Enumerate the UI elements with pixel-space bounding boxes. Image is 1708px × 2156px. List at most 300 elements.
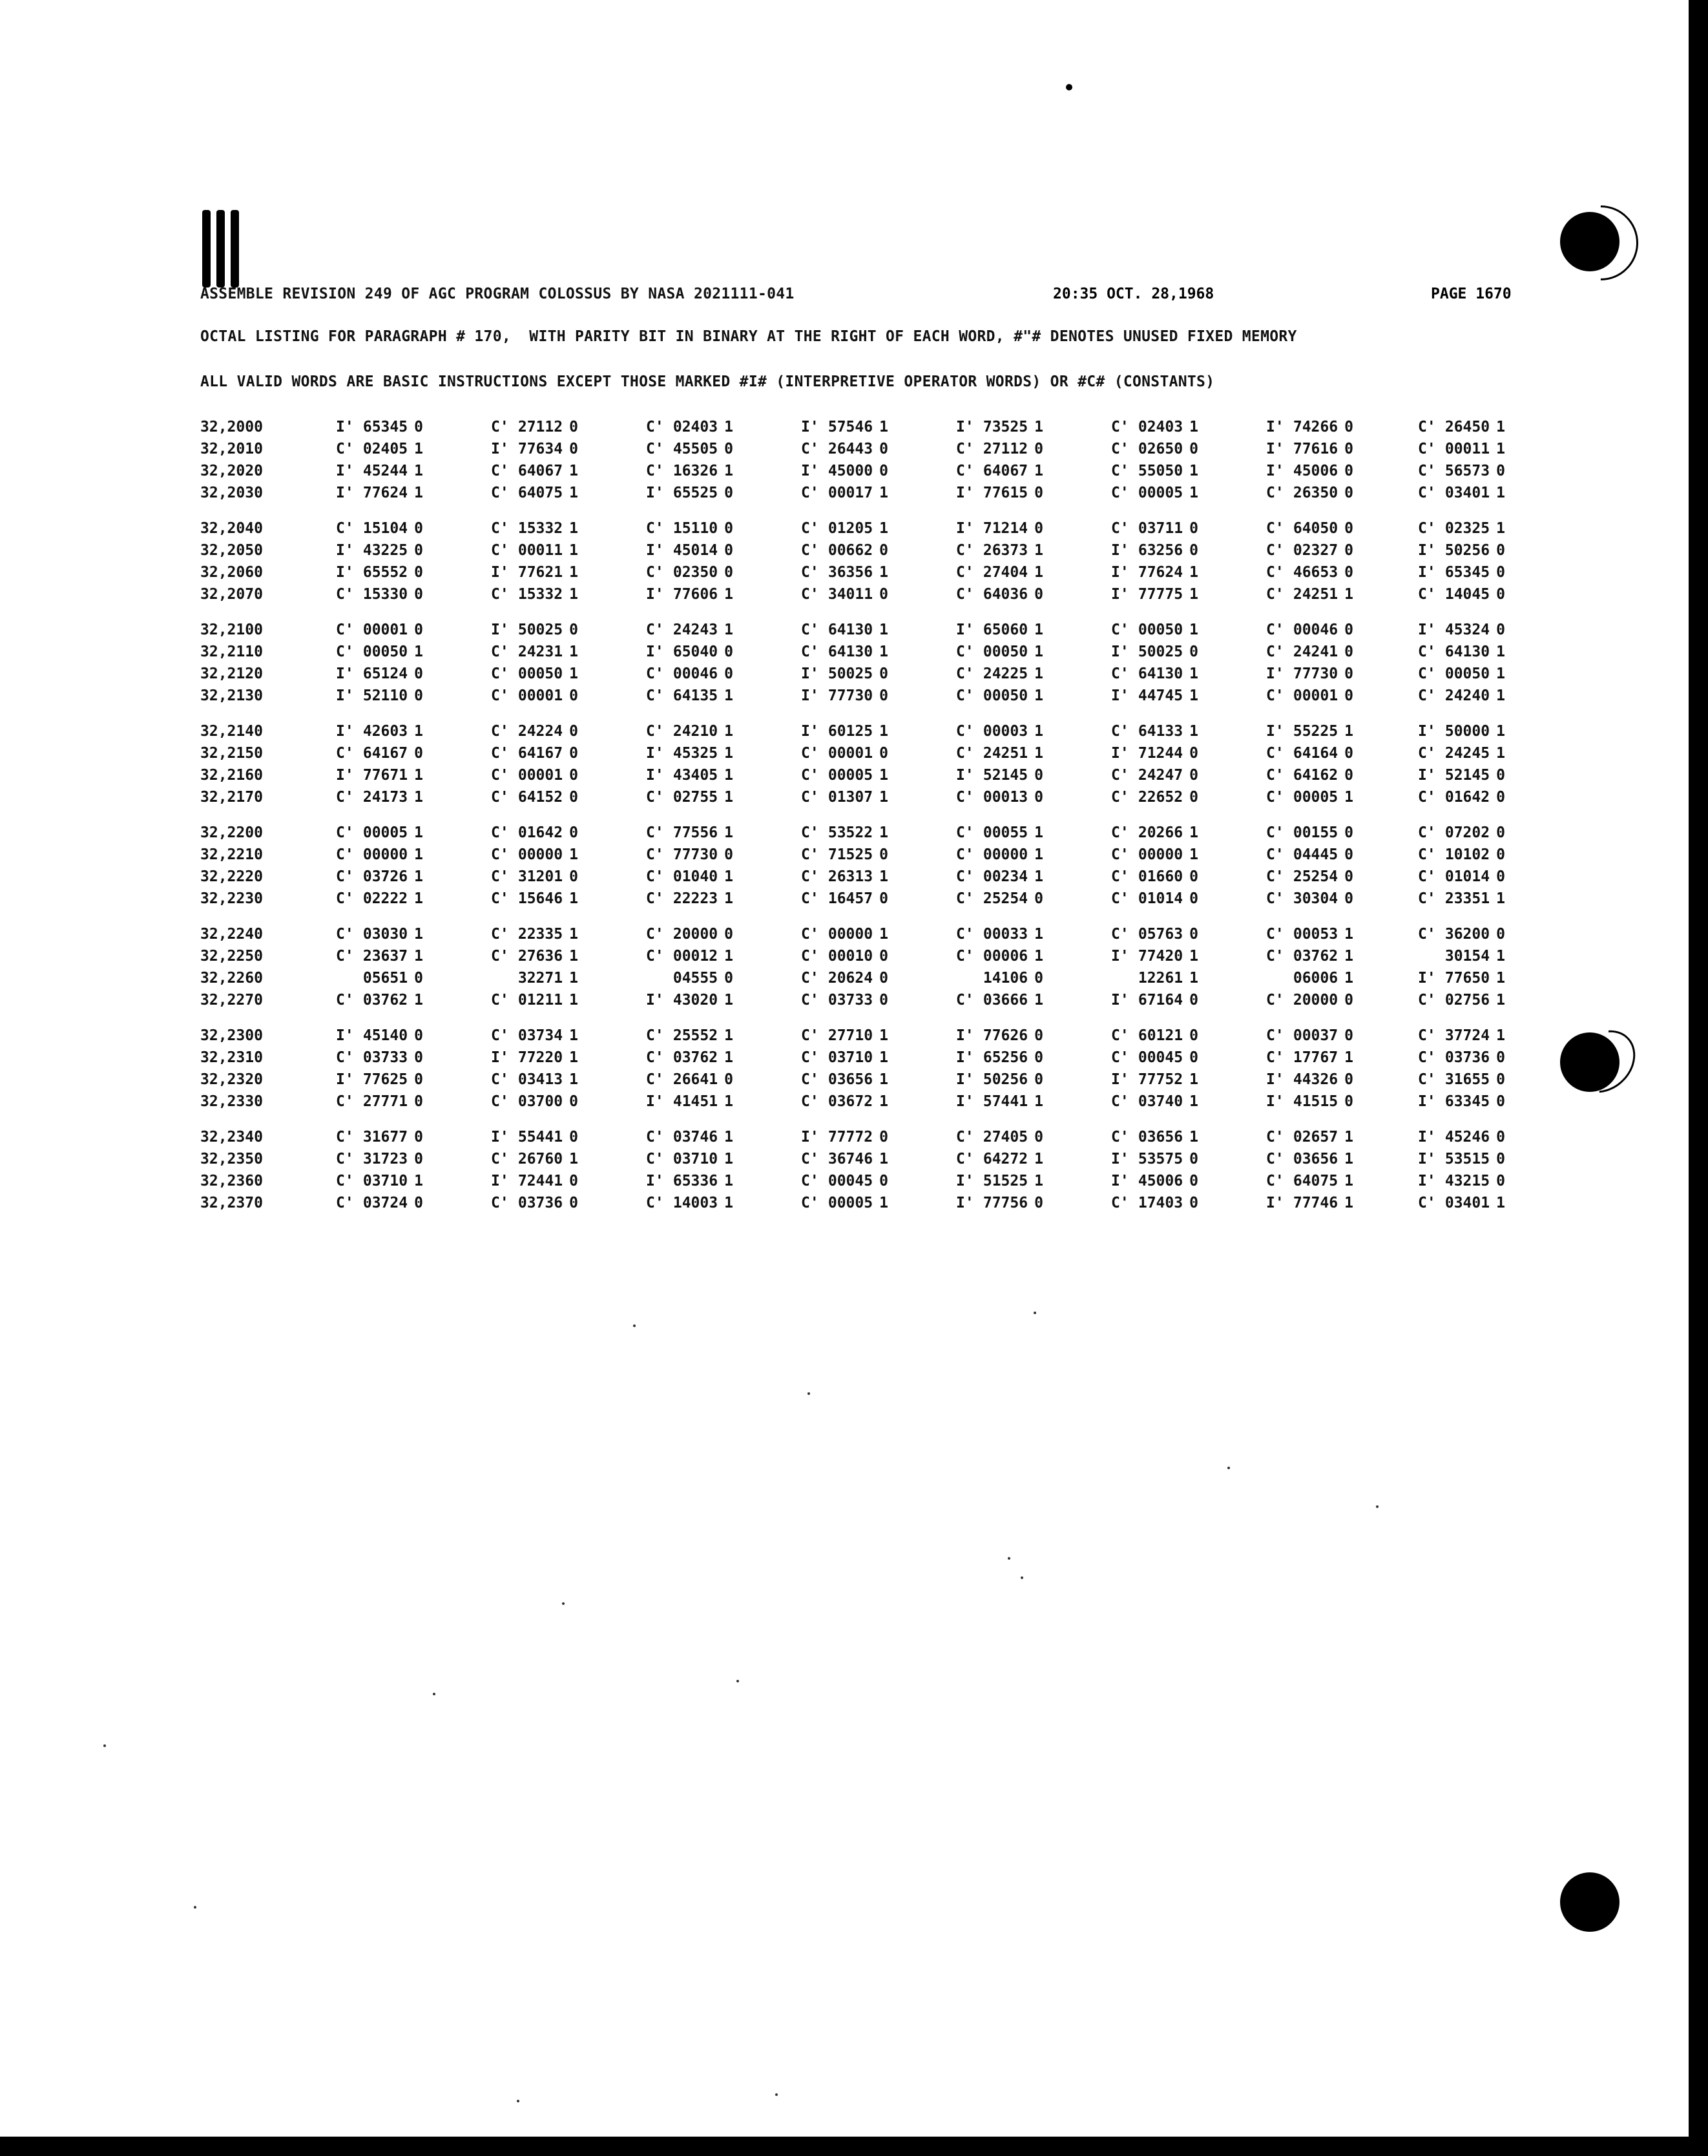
word-type-marker: C' xyxy=(646,890,664,907)
memory-word xyxy=(336,644,423,660)
word-type-marker: C' xyxy=(956,868,974,885)
memory-word xyxy=(1266,1093,1353,1110)
octal-value: 03672 xyxy=(819,1093,873,1110)
word-type-marker: I' xyxy=(1111,644,1129,660)
parity-bit: 0 xyxy=(1189,1195,1198,1211)
octal-value: 02327 xyxy=(1284,542,1338,559)
word-type-marker: C' xyxy=(956,992,974,1009)
parity-bit: 0 xyxy=(569,767,578,784)
octal-value: 24251 xyxy=(974,745,1028,762)
word-type-marker: C' xyxy=(1418,992,1436,1009)
address-label: 32,2150 xyxy=(200,745,263,762)
memory-word xyxy=(646,992,733,1009)
parity-bit: 0 xyxy=(569,441,578,457)
word-type-marker: I' xyxy=(646,644,664,660)
parity-bit: 1 xyxy=(1344,789,1353,806)
parity-bit: 0 xyxy=(724,441,733,457)
octal-value: 77616 xyxy=(1284,441,1338,457)
memory-word xyxy=(1266,485,1353,501)
parity-bit: 0 xyxy=(724,485,733,501)
word-type-marker: C' xyxy=(1418,745,1436,762)
parity-bit: 0 xyxy=(414,520,423,537)
word-type-marker: C' xyxy=(801,1151,819,1167)
octal-value: 51525 xyxy=(974,1173,1028,1189)
memory-word xyxy=(1418,926,1505,943)
word-type-marker: C' xyxy=(336,622,354,638)
word-type-marker: C' xyxy=(491,687,509,704)
word-type-marker: I' xyxy=(1111,1173,1129,1189)
memory-word xyxy=(801,520,888,537)
memory-word xyxy=(336,485,423,501)
memory-word xyxy=(1111,1093,1198,1110)
scan-speck xyxy=(736,1680,739,1682)
octal-value: 41451 xyxy=(664,1093,718,1110)
parity-bit: 0 xyxy=(414,687,423,704)
parity-bit: 0 xyxy=(1189,1151,1198,1167)
memory-word xyxy=(1266,441,1353,457)
word-type-marker: C' xyxy=(1111,846,1129,863)
memory-word xyxy=(1266,948,1353,965)
word-type-marker: C' xyxy=(1111,1195,1129,1211)
word-type-marker: C' xyxy=(956,564,974,581)
parity-bit: 0 xyxy=(724,926,733,943)
octal-value: 00006 xyxy=(974,948,1028,965)
octal-value: 03413 xyxy=(509,1071,563,1088)
word-type-marker: C' xyxy=(491,890,509,907)
parity-bit: 0 xyxy=(414,745,423,762)
octal-value: 07202 xyxy=(1436,824,1490,841)
memory-word xyxy=(1111,1195,1198,1211)
word-type-marker: C' xyxy=(1266,890,1284,907)
memory-word xyxy=(336,1093,423,1110)
word-type-marker: I' xyxy=(491,1173,509,1189)
word-type-marker: C' xyxy=(646,687,664,704)
scan-speck xyxy=(433,1693,435,1695)
parity-bit: 0 xyxy=(1034,485,1043,501)
parity-bit: 0 xyxy=(724,520,733,537)
octal-value: 63345 xyxy=(1436,1093,1490,1110)
octal-value: 77730 xyxy=(664,846,718,863)
memory-word xyxy=(1266,520,1353,537)
word-type-marker: C' xyxy=(336,1049,354,1066)
octal-value: 50256 xyxy=(974,1071,1028,1088)
parity-bit: 1 xyxy=(1496,745,1505,762)
memory-word xyxy=(336,463,423,479)
memory-word xyxy=(956,485,1043,501)
parity-bit: 1 xyxy=(1496,419,1505,435)
word-type-marker: I' xyxy=(646,586,664,603)
memory-word xyxy=(801,1071,888,1088)
parity-bit: 1 xyxy=(879,520,888,537)
octal-value: 65256 xyxy=(974,1049,1028,1066)
octal-value: 00046 xyxy=(1284,622,1338,638)
octal-value: 64067 xyxy=(509,463,563,479)
parity-bit: 0 xyxy=(1189,1173,1198,1189)
word-type-marker: C' xyxy=(956,542,974,559)
parity-bit: 1 xyxy=(1496,948,1505,965)
parity-bit: 0 xyxy=(1034,1195,1043,1211)
address-label: 32,2200 xyxy=(200,824,263,841)
octal-value: 17403 xyxy=(1129,1195,1183,1211)
octal-value: 64036 xyxy=(974,586,1028,603)
parity-bit: 1 xyxy=(414,868,423,885)
parity-bit: 0 xyxy=(569,1195,578,1211)
word-type-marker: C' xyxy=(491,926,509,943)
memory-word xyxy=(1266,1195,1353,1211)
memory-word xyxy=(491,745,578,762)
memory-word xyxy=(491,419,578,435)
octal-value: 01307 xyxy=(819,789,873,806)
parity-bit: 1 xyxy=(1344,1151,1353,1167)
memory-word xyxy=(336,745,423,762)
page-number: PAGE 1670 xyxy=(1431,286,1512,302)
parity-bit: 1 xyxy=(414,485,423,501)
parity-bit: 1 xyxy=(1344,926,1353,943)
octal-value: 56573 xyxy=(1436,463,1490,479)
word-type-marker: I' xyxy=(956,1173,974,1189)
octal-value: 03401 xyxy=(1436,485,1490,501)
parity-bit: 0 xyxy=(414,622,423,638)
parity-bit: 1 xyxy=(1344,948,1353,965)
octal-value: 01211 xyxy=(509,992,563,1009)
word-type-marker: C' xyxy=(336,890,354,907)
memory-word xyxy=(491,846,578,863)
address-label: 32,2010 xyxy=(200,441,263,457)
parity-bit: 1 xyxy=(879,723,888,740)
word-type-marker: C' xyxy=(801,485,819,501)
octal-value: 77775 xyxy=(1129,586,1183,603)
memory-word xyxy=(491,948,578,965)
word-type-marker: C' xyxy=(1266,644,1284,660)
parity-bit: 1 xyxy=(1034,868,1043,885)
parity-bit: 1 xyxy=(414,846,423,863)
memory-word xyxy=(1111,745,1198,762)
word-type-marker: C' xyxy=(801,868,819,885)
address-label: 32,2040 xyxy=(200,520,263,537)
memory-word xyxy=(646,564,733,581)
memory-word xyxy=(1266,1173,1353,1189)
octal-value: 15332 xyxy=(509,586,563,603)
octal-value: 44326 xyxy=(1284,1071,1338,1088)
memory-word xyxy=(801,665,888,682)
octal-value: 65060 xyxy=(974,622,1028,638)
parity-bit: 1 xyxy=(1034,644,1043,660)
octal-value: 00050 xyxy=(974,687,1028,704)
memory-word xyxy=(1418,1129,1505,1146)
memory-word xyxy=(801,644,888,660)
octal-value: 03656 xyxy=(1129,1129,1183,1146)
address-label: 32,2250 xyxy=(200,948,263,965)
word-type-marker: I' xyxy=(1111,586,1129,603)
octal-value: 00050 xyxy=(1436,665,1490,682)
memory-word xyxy=(646,441,733,457)
parity-bit: 1 xyxy=(1034,1151,1043,1167)
scan-speck xyxy=(194,1906,196,1909)
address-label: 32,2360 xyxy=(200,1173,263,1189)
octal-value: 23637 xyxy=(354,948,408,965)
memory-word xyxy=(491,1049,578,1066)
word-type-marker: C' xyxy=(1418,846,1436,863)
word-type-marker: I' xyxy=(646,542,664,559)
parity-bit: 0 xyxy=(1189,441,1198,457)
parity-bit: 1 xyxy=(724,745,733,762)
octal-value: 03666 xyxy=(974,992,1028,1009)
memory-word xyxy=(336,948,423,965)
word-type-marker: C' xyxy=(1266,1027,1284,1044)
octal-value: 31677 xyxy=(354,1129,408,1146)
word-type-marker: I' xyxy=(801,665,819,682)
word-type-marker: C' xyxy=(1266,622,1284,638)
word-type-marker: C' xyxy=(956,441,974,457)
parity-bit: 1 xyxy=(1034,665,1043,682)
memory-word xyxy=(1266,789,1353,806)
memory-word xyxy=(956,1129,1043,1146)
memory-word xyxy=(956,520,1043,537)
parity-bit: 1 xyxy=(879,1049,888,1066)
memory-word xyxy=(1111,622,1198,638)
parity-bit: 1 xyxy=(1034,948,1043,965)
memory-word xyxy=(646,1093,733,1110)
octal-value: 03700 xyxy=(509,1093,563,1110)
octal-value: 25254 xyxy=(1284,868,1338,885)
memory-word xyxy=(1111,824,1198,841)
word-type-marker: C' xyxy=(956,948,974,965)
memory-word xyxy=(1418,1093,1505,1110)
memory-word xyxy=(1418,441,1505,457)
word-type-marker: C' xyxy=(491,824,509,841)
memory-word xyxy=(1418,846,1505,863)
octal-value: 00005 xyxy=(354,824,408,841)
memory-word xyxy=(646,665,733,682)
octal-value: 03762 xyxy=(1284,948,1338,965)
word-type-marker: C' xyxy=(491,789,509,806)
memory-word xyxy=(1266,622,1353,638)
parity-bit: 1 xyxy=(1189,586,1198,603)
word-type-marker: C' xyxy=(1111,441,1129,457)
memory-word xyxy=(646,824,733,841)
octal-value: 03736 xyxy=(509,1195,563,1211)
parity-bit: 1 xyxy=(569,846,578,863)
memory-word xyxy=(491,1093,578,1110)
word-type-marker: C' xyxy=(491,745,509,762)
octal-value: 02755 xyxy=(664,789,718,806)
octal-value: 27112 xyxy=(509,419,563,435)
parity-bit: 0 xyxy=(569,1173,578,1189)
octal-value: 03733 xyxy=(819,992,873,1009)
word-type-marker: I' xyxy=(956,622,974,638)
word-type-marker: C' xyxy=(1266,824,1284,841)
memory-word xyxy=(956,948,1043,965)
word-type-marker: C' xyxy=(336,586,354,603)
parity-bit: 0 xyxy=(1034,1071,1043,1088)
word-type-marker: C' xyxy=(956,644,974,660)
word-type-marker: I' xyxy=(1266,1071,1284,1088)
word-type-marker: C' xyxy=(801,767,819,784)
parity-bit: 1 xyxy=(1189,419,1198,435)
octal-value: 25552 xyxy=(664,1027,718,1044)
word-type-marker: I' xyxy=(491,1049,509,1066)
parity-bit: 1 xyxy=(1496,992,1505,1009)
parity-bit: 0 xyxy=(879,992,888,1009)
scan-speck xyxy=(1021,1576,1023,1579)
memory-word xyxy=(956,665,1043,682)
memory-word xyxy=(336,665,423,682)
parity-bit: 1 xyxy=(724,890,733,907)
parity-bit: 1 xyxy=(1496,644,1505,660)
word-type-marker: I' xyxy=(956,1049,974,1066)
word-type-marker: C' xyxy=(1418,789,1436,806)
octal-value: 53575 xyxy=(1129,1151,1183,1167)
word-type-marker: C' xyxy=(1266,1173,1284,1189)
octal-value: 10102 xyxy=(1436,846,1490,863)
parity-bit: 0 xyxy=(1496,1129,1505,1146)
word-type-marker: C' xyxy=(801,542,819,559)
address-label: 32,2070 xyxy=(200,586,263,603)
word-type-marker: C' xyxy=(1266,687,1284,704)
word-type-marker: C' xyxy=(1111,463,1129,479)
octal-value: 65552 xyxy=(354,564,408,581)
memory-word xyxy=(1111,564,1198,581)
parity-bit: 1 xyxy=(414,789,423,806)
memory-word xyxy=(1266,846,1353,863)
octal-value: 64130 xyxy=(1436,644,1490,660)
octal-value: 03733 xyxy=(354,1049,408,1066)
memory-word xyxy=(956,767,1043,784)
memory-word xyxy=(1418,745,1505,762)
word-type-marker: I' xyxy=(336,687,354,704)
parity-bit: 0 xyxy=(879,687,888,704)
octal-value: 77625 xyxy=(354,1071,408,1088)
parity-bit: 1 xyxy=(724,687,733,704)
parity-bit: 1 xyxy=(1496,665,1505,682)
octal-value: 15104 xyxy=(354,520,408,537)
parity-bit: 0 xyxy=(1496,586,1505,603)
word-type-marker: C' xyxy=(491,1027,509,1044)
parity-bit: 0 xyxy=(1344,846,1353,863)
memory-word xyxy=(646,622,733,638)
octal-value: 03746 xyxy=(664,1129,718,1146)
memory-word xyxy=(801,1049,888,1066)
word-type-marker: I' xyxy=(336,1071,354,1088)
parity-bit: 0 xyxy=(879,948,888,965)
word-type-marker: C' xyxy=(1266,948,1284,965)
octal-value: 77752 xyxy=(1129,1071,1183,1088)
word-type-marker: C' xyxy=(1418,441,1436,457)
memory-word xyxy=(491,1129,578,1146)
memory-word xyxy=(956,745,1043,762)
memory-word xyxy=(956,687,1043,704)
memory-word xyxy=(491,1151,578,1167)
memory-word xyxy=(336,926,423,943)
memory-word xyxy=(1111,1173,1198,1189)
word-type-marker: C' xyxy=(801,926,819,943)
octal-value: 00055 xyxy=(974,824,1028,841)
octal-value: 41515 xyxy=(1284,1093,1338,1110)
memory-word xyxy=(336,970,423,987)
parity-bit: 1 xyxy=(724,1049,733,1066)
word-type-marker: C' xyxy=(646,1195,664,1211)
octal-value: 16326 xyxy=(664,463,718,479)
memory-word xyxy=(1418,723,1505,740)
address-label: 32,2320 xyxy=(200,1071,263,1088)
word-type-marker: C' xyxy=(801,586,819,603)
memory-word xyxy=(1111,520,1198,537)
parity-bit: 1 xyxy=(1189,485,1198,501)
memory-word xyxy=(1111,419,1198,435)
octal-value: 00662 xyxy=(819,542,873,559)
memory-word xyxy=(336,1195,423,1211)
parity-bit: 0 xyxy=(1344,868,1353,885)
memory-word xyxy=(956,441,1043,457)
parity-bit: 1 xyxy=(414,824,423,841)
octal-value: 24245 xyxy=(1436,745,1490,762)
memory-word xyxy=(801,419,888,435)
word-type-marker: C' xyxy=(1266,789,1284,806)
octal-value: 64130 xyxy=(819,644,873,660)
parity-bit: 1 xyxy=(1189,723,1198,740)
word-type-marker: C' xyxy=(646,824,664,841)
memory-word xyxy=(1418,970,1505,987)
octal-value: 02350 xyxy=(664,564,718,581)
octal-value: 00011 xyxy=(1436,441,1490,457)
word-type-marker: C' xyxy=(801,441,819,457)
address-label: 32,2260 xyxy=(200,970,263,987)
parity-bit: 1 xyxy=(724,948,733,965)
parity-bit: 1 xyxy=(724,868,733,885)
address-label: 32,2100 xyxy=(200,622,263,638)
octal-value: 00050 xyxy=(974,644,1028,660)
octal-value: 00053 xyxy=(1284,926,1338,943)
octal-value: 64164 xyxy=(1284,745,1338,762)
word-type-marker: I' xyxy=(336,564,354,581)
word-type-marker: C' xyxy=(1266,1049,1284,1066)
word-type-marker: C' xyxy=(1266,485,1284,501)
memory-word xyxy=(646,1151,733,1167)
memory-word xyxy=(646,926,733,943)
parity-bit: 1 xyxy=(1189,564,1198,581)
memory-word xyxy=(336,846,423,863)
memory-word xyxy=(336,687,423,704)
parity-bit: 0 xyxy=(1344,1027,1353,1044)
word-type-marker: I' xyxy=(956,1195,974,1211)
parity-bit: 1 xyxy=(724,767,733,784)
parity-bit: 1 xyxy=(569,542,578,559)
octal-value: 52145 xyxy=(1436,767,1490,784)
word-type-marker: C' xyxy=(1418,419,1436,435)
parity-bit: 1 xyxy=(1496,1195,1505,1211)
word-type-marker: C' xyxy=(1266,586,1284,603)
memory-word xyxy=(801,767,888,784)
octal-value: 00050 xyxy=(509,665,563,682)
octal-value: 45244 xyxy=(354,463,408,479)
memory-word xyxy=(1111,687,1198,704)
word-type-marker: C' xyxy=(801,1049,819,1066)
word-type-marker: C' xyxy=(646,926,664,943)
parity-bit: 0 xyxy=(1344,665,1353,682)
memory-word xyxy=(1111,1129,1198,1146)
octal-value: 00033 xyxy=(974,926,1028,943)
memory-word xyxy=(1111,463,1198,479)
word-type-marker: C' xyxy=(646,419,664,435)
octal-value: 00001 xyxy=(354,622,408,638)
memory-word xyxy=(1111,1071,1198,1088)
address-label: 32,2020 xyxy=(200,463,263,479)
octal-value: 50256 xyxy=(1436,542,1490,559)
parity-bit: 1 xyxy=(414,767,423,784)
parity-bit: 0 xyxy=(414,1049,423,1066)
scan-speck xyxy=(562,1602,565,1605)
memory-word xyxy=(801,745,888,762)
